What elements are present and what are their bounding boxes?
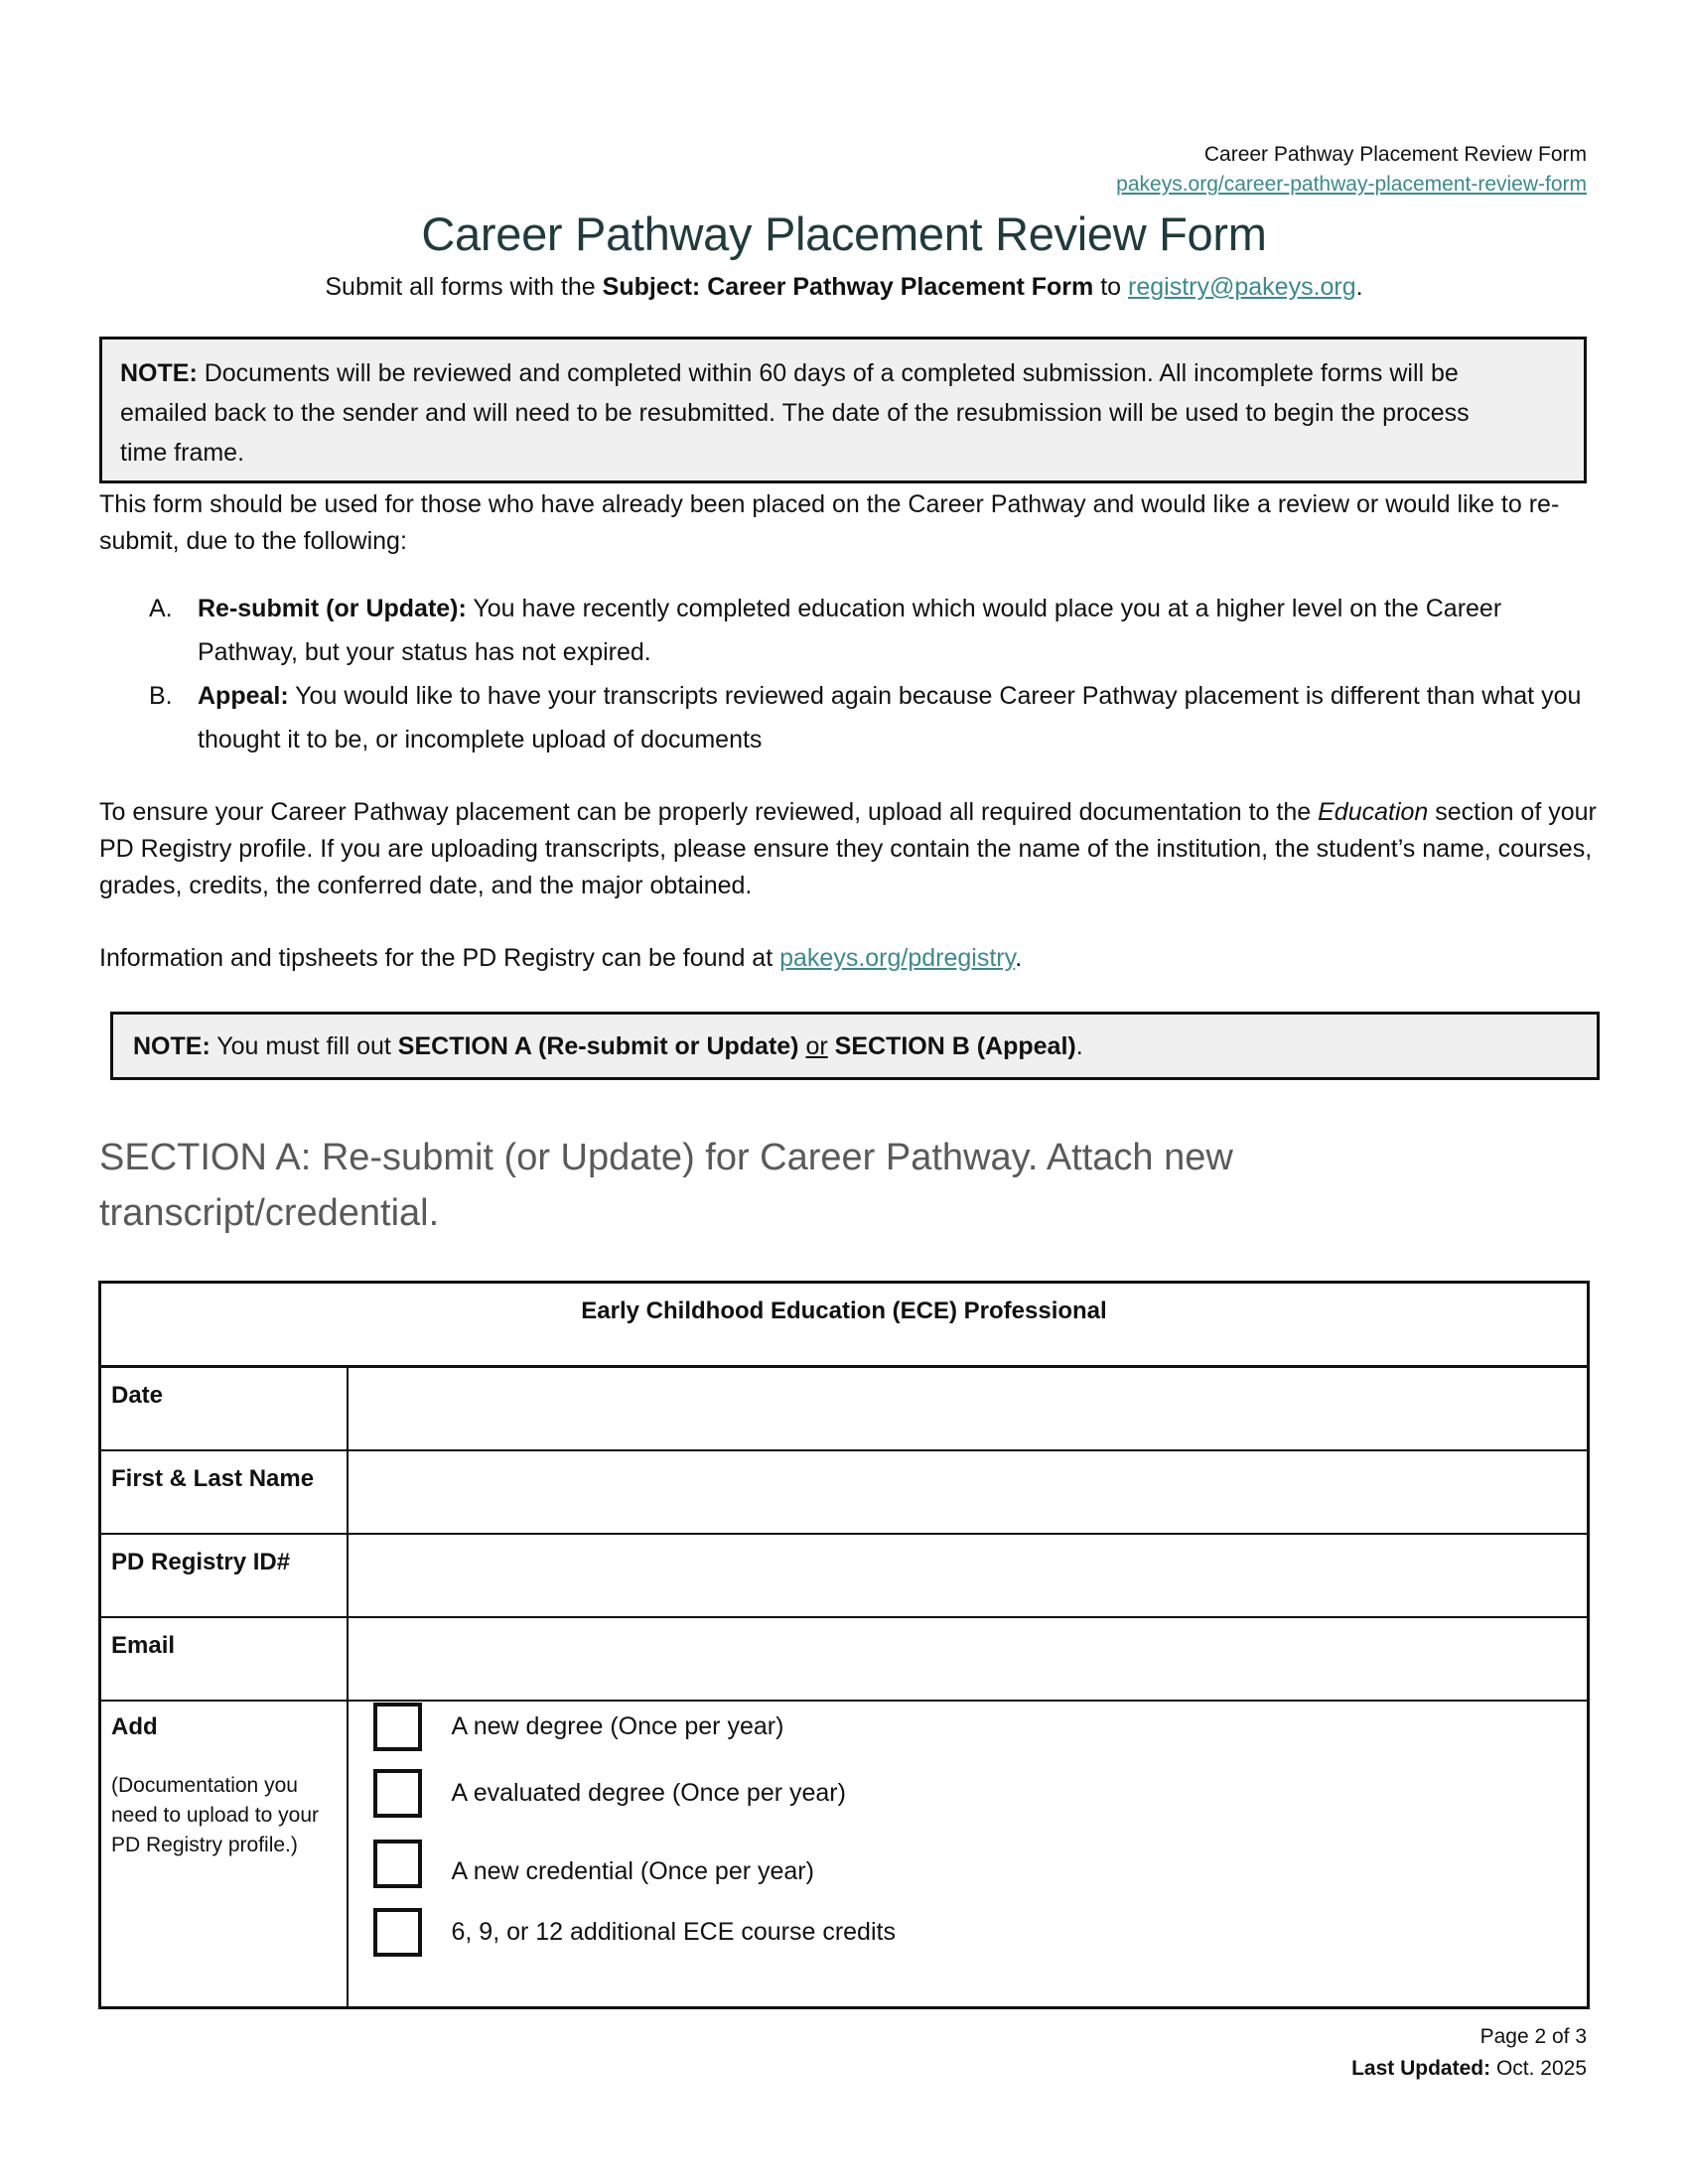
field-label-email: Email — [100, 1617, 348, 1701]
table-header-row — [100, 1283, 1589, 1367]
upload-text-after: section of your PD Registry profile. If you are uploading transcripts, please ensure they contain the name of the institution, the student’s name, courses, grades, credits, the conferred date, and the major obtained. — [99, 798, 1597, 899]
option-new-degree[interactable] — [373, 1703, 784, 1751]
option-course-credits[interactable] — [373, 1908, 896, 1957]
table-row — [100, 1534, 1589, 1617]
subtitle-suffix: . — [1355, 273, 1363, 301]
reason-text: You would like to have your transcripts reviewed again because Career Pathway placement is different than what you thought it to be, or incomplete upload of documents — [198, 682, 1582, 753]
list-marker: B. — [149, 682, 173, 710]
subtitle-subject: Subject: Career Pathway Placement Form — [602, 273, 1094, 301]
reason-item-appeal — [99, 674, 1599, 761]
list-marker: A. — [149, 595, 173, 622]
note2-section-b: SECTION B (Appeal) — [834, 1032, 1076, 1060]
upload-text-before: To ensure your Career Pathway placement can be properly reviewed, upload all required documentation to the — [99, 798, 1319, 826]
table-row-add — [100, 1701, 1589, 2008]
intro-paragraph: This form should be used for those who have already been placed on the Career Pathway and would like a review or would like to re-submit, due to the following: — [99, 490, 1560, 555]
note2-section-a: SECTION A (Re-submit or Update) — [397, 1032, 799, 1060]
reasons-list — [99, 587, 1599, 761]
table-header: Early Childhood Education (ECE) Professional — [100, 1283, 1589, 1367]
option-label: A evaluated degree (Once per year) — [451, 1779, 846, 1807]
name-field[interactable] — [348, 1450, 1589, 1534]
reason-label: Re-submit (or Update): — [198, 595, 467, 622]
note-label: NOTE: — [120, 359, 198, 387]
info-suffix: . — [1015, 944, 1023, 972]
table-row — [100, 1617, 1589, 1701]
form-url-link[interactable]: pakeys.org/career-pathway-placement-review-form — [1116, 173, 1587, 196]
option-label: A new degree (Once per year) — [451, 1712, 784, 1740]
reason-text: You have recently completed education which would place you at a higher level on the Career Pathway, but your status has not expired. — [198, 595, 1502, 666]
course-credits-checkbox[interactable] — [373, 1908, 422, 1957]
running-header-url — [1116, 171, 1587, 199]
info-text: Information and tipsheets for the PD Registry can be found at — [99, 944, 780, 972]
add-title: Add — [111, 1712, 158, 1740]
submission-instructions — [0, 270, 1688, 304]
reason-item-resubmit — [99, 587, 1599, 674]
evaluated-degree-checkbox[interactable] — [373, 1769, 422, 1818]
new-credential-checkbox[interactable] — [373, 1840, 422, 1888]
option-label: 6, 9, or 12 additional ECE course credits — [451, 1918, 896, 1946]
processing-note-box — [99, 337, 1587, 483]
last-updated — [1351, 2055, 1587, 2083]
ece-professional-form-table — [98, 1281, 1590, 2009]
option-evaluated-degree[interactable] — [373, 1769, 846, 1818]
field-label-name: First & Last Name — [100, 1450, 348, 1534]
education-section-name: Education — [1318, 798, 1429, 826]
date-field[interactable] — [348, 1367, 1589, 1450]
processing-note-text — [120, 353, 1510, 473]
table-row — [100, 1450, 1589, 1534]
upload-instructions-paragraph — [99, 794, 1599, 904]
option-new-credential[interactable] — [373, 1840, 814, 1888]
note2-text: You must fill out — [210, 1032, 398, 1060]
new-degree-checkbox[interactable] — [373, 1703, 422, 1751]
reason-label: Appeal: — [198, 682, 289, 710]
last-updated-value: Oct. 2025 — [1490, 2057, 1587, 2080]
add-note: (Documentation you need to upload to your PD Registry profile.) — [111, 1773, 319, 1856]
registry-id-field[interactable] — [348, 1534, 1589, 1617]
field-label-date: Date — [100, 1367, 348, 1450]
page-title: Career Pathway Placement Review Form — [421, 207, 1267, 260]
page-number: Page 2 of 3 — [1479, 2025, 1587, 2048]
table-row — [100, 1367, 1589, 1450]
field-label-add — [100, 1701, 348, 2008]
section-a-heading: SECTION A: Re-submit (or Update) for Career Pathway. Attach new transcript/credential. — [99, 1137, 1233, 1234]
field-label-registry-id: PD Registry ID# — [100, 1534, 348, 1617]
subtitle-prefix: Submit all forms with the — [325, 273, 603, 301]
info-paragraph — [99, 940, 1599, 977]
last-updated-label: Last Updated: — [1351, 2057, 1491, 2080]
running-header-title: Career Pathway Placement Review Form — [1203, 143, 1587, 166]
subtitle-middle: to — [1093, 273, 1129, 301]
note-body: Documents will be reviewed and completed within 60 days of a completed submission. All incomplete forms will be emailed back to the sender and will need to be resubmitted. The date of the resubmission will be used to begin the process time frame. — [120, 359, 1470, 467]
registry-email-link[interactable]: registry@pakeys.org — [1128, 273, 1356, 301]
note2-or: or — [805, 1032, 828, 1060]
add-options-cell — [348, 1701, 1589, 2008]
note2-suffix: . — [1075, 1032, 1083, 1060]
note-label: NOTE: — [133, 1032, 211, 1060]
option-label: A new credential (Once per year) — [451, 1857, 814, 1885]
pdregistry-link[interactable]: pakeys.org/pdregistry — [779, 944, 1016, 972]
section-choice-note-box — [110, 1012, 1600, 1080]
email-field[interactable] — [348, 1617, 1589, 1701]
